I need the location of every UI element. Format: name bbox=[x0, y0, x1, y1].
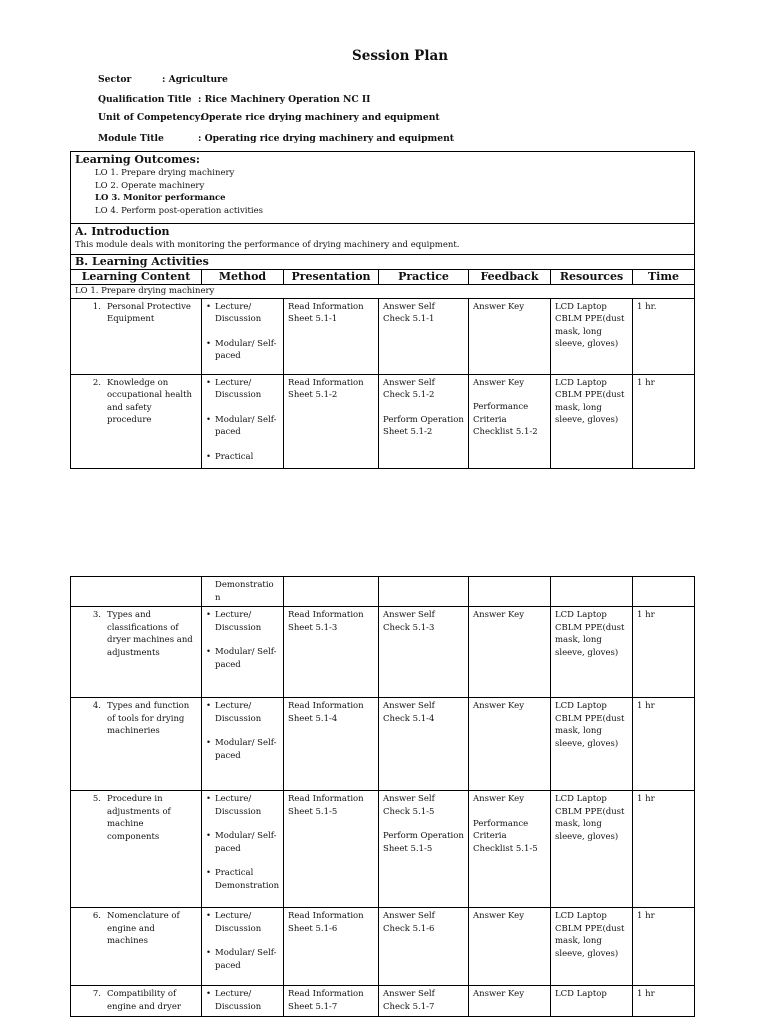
column-header-content: Learning Content bbox=[71, 269, 202, 285]
feedback-item: Answer Key bbox=[473, 377, 524, 388]
method-cell bbox=[202, 607, 284, 698]
practice-item: Answer Self Check 5.1-7 bbox=[383, 989, 435, 1012]
lo-row bbox=[71, 285, 695, 299]
meta-label: Unit of Competency: bbox=[98, 112, 204, 123]
learning-content-text: Knowledge on occupational health and safety procedure bbox=[107, 377, 193, 425]
feedback-item: Performance Criteria Checklist 5.1-2 bbox=[473, 402, 538, 437]
column-header-feedback: Feedback bbox=[469, 269, 551, 285]
learning-content-text: Types and classifications of dryer machines and adjustments bbox=[107, 610, 193, 658]
feedback-item: Answer Key bbox=[473, 911, 524, 921]
learning-outcomes-list bbox=[75, 167, 690, 217]
time-cell: 1 hr bbox=[633, 791, 695, 908]
learning-content-cell bbox=[71, 577, 202, 607]
method-list bbox=[206, 910, 279, 972]
column-header-time: Time bbox=[633, 269, 695, 285]
practice-item: Answer Self Check 5.1-4 bbox=[383, 701, 435, 724]
time-cell: 1 hr. bbox=[633, 298, 695, 374]
learning-content-text: Types and function of tools for drying machineries bbox=[107, 701, 190, 736]
presentation-cell: Read Information Sheet 5.1-2 bbox=[284, 374, 379, 468]
method-item: • Lecture/ Discussion bbox=[206, 700, 279, 725]
resources-cell: LCD Laptop CBLM PPE(dust mask, long sleeve, gloves) bbox=[551, 908, 633, 986]
method-list bbox=[206, 609, 279, 671]
resources-cell: LCD Laptop CBLM PPE(dust mask, long sleeve, gloves) bbox=[551, 374, 633, 468]
feedback-cell bbox=[469, 791, 551, 908]
method-list bbox=[206, 988, 279, 1013]
presentation-cell: Read Information Sheet 5.1-3 bbox=[284, 607, 379, 698]
method-item: • Lecture/ Discussion bbox=[206, 301, 279, 326]
feedback-item: Answer Key bbox=[473, 701, 524, 711]
practice-item: Perform Operation Sheet 5.1-5 bbox=[383, 831, 464, 854]
method-item: • Practical Demonstration bbox=[206, 867, 279, 892]
presentation-cell: Read Information Sheet 5.1-4 bbox=[284, 698, 379, 791]
meta-qualification bbox=[98, 94, 370, 105]
practice-cell bbox=[379, 791, 469, 908]
activities-heading-row bbox=[71, 254, 695, 269]
table-row bbox=[71, 698, 695, 791]
meta-value: : Rice Machinery Operation NC II bbox=[198, 94, 371, 105]
feedback-cell bbox=[469, 577, 551, 607]
row-number: 4. bbox=[92, 701, 101, 711]
resources-cell: LCD Laptop bbox=[551, 986, 633, 1017]
practice-cell bbox=[379, 374, 469, 468]
column-header-practice: Practice bbox=[379, 269, 469, 285]
time-cell: 1 hr bbox=[633, 698, 695, 791]
table-row bbox=[71, 298, 695, 374]
method-item: • Modular/ Self- paced bbox=[206, 414, 279, 439]
time-cell: 1 hr bbox=[633, 986, 695, 1017]
practice-item: Answer Self Check 5.1-3 bbox=[383, 610, 435, 633]
learning-outcomes-heading: Learning Outcomes: bbox=[75, 153, 200, 166]
presentation-cell: Read Information Sheet 5.1-7 bbox=[284, 986, 379, 1017]
method-item: • Modular/ Self- paced bbox=[206, 646, 279, 671]
learning-outcome-item: LO 4. Perform post-operation activities bbox=[95, 205, 264, 216]
method-item: • Practical bbox=[206, 451, 279, 464]
method-list bbox=[206, 377, 279, 464]
practice-cell bbox=[379, 298, 469, 374]
resources-cell: LCD Laptop CBLM PPE(dust mask, long sleeve, gloves) bbox=[551, 607, 633, 698]
learning-outcomes-cell bbox=[71, 152, 695, 224]
table-row bbox=[71, 607, 695, 698]
row-number: 2. bbox=[92, 377, 101, 388]
time-cell bbox=[633, 577, 695, 607]
practice-cell bbox=[379, 986, 469, 1017]
method-cell bbox=[202, 986, 284, 1017]
table-row bbox=[71, 374, 695, 468]
learning-content-cell bbox=[71, 791, 202, 908]
column-header-method: Method bbox=[202, 269, 284, 285]
resources-cell bbox=[551, 577, 633, 607]
meta-value: : Operating rice drying machinery and equipment bbox=[198, 133, 455, 144]
learning-content-cell bbox=[71, 374, 202, 468]
continuation-row bbox=[71, 577, 695, 607]
method-item: • Modular/ Self- paced bbox=[206, 338, 279, 363]
row-number: 7. bbox=[92, 989, 101, 999]
meta-label: Module Title bbox=[98, 133, 164, 144]
learning-content-text: Compatibility of engine and dryer bbox=[107, 989, 181, 1012]
method-item: • Lecture/ Discussion bbox=[206, 377, 279, 402]
meta-value: Operate rice drying machinery and equipment bbox=[201, 112, 440, 123]
practice-item: Answer Self Check 5.1-2 bbox=[383, 377, 435, 400]
method-cell bbox=[202, 298, 284, 374]
learning-outcome-item: LO 1. Prepare drying machinery bbox=[95, 168, 235, 178]
introduction-cell bbox=[71, 224, 695, 255]
feedback-item: Answer Key bbox=[473, 794, 524, 804]
page-title: Session Plan bbox=[351, 48, 449, 64]
method-list bbox=[206, 700, 279, 762]
resources-cell: LCD Laptop CBLM PPE(dust mask, long sleeve, gloves) bbox=[551, 791, 633, 908]
presentation-cell: Read Information Sheet 5.1-1 bbox=[284, 298, 379, 374]
presentation-cell: Read Information Sheet 5.1-6 bbox=[284, 908, 379, 986]
method-list bbox=[206, 301, 279, 363]
method-cell bbox=[202, 374, 284, 468]
method-item: • Lecture/ Discussion bbox=[206, 910, 279, 935]
feedback-cell bbox=[469, 698, 551, 791]
introduction-row bbox=[71, 224, 695, 255]
learning-content-cell bbox=[71, 607, 202, 698]
method-cell bbox=[202, 791, 284, 908]
practice-cell bbox=[379, 698, 469, 791]
feedback-cell bbox=[469, 986, 551, 1017]
method-continuation: Demonstration bbox=[202, 577, 284, 607]
learning-content-cell bbox=[71, 986, 202, 1017]
row-number: 1. bbox=[92, 301, 101, 312]
time-cell: 1 hr bbox=[633, 607, 695, 698]
row-number: 6. bbox=[92, 911, 101, 921]
table-row bbox=[71, 791, 695, 908]
meta-value: : Agriculture bbox=[162, 74, 228, 85]
method-item: • Modular/ Self- paced bbox=[206, 830, 279, 855]
presentation-cell: Read Information Sheet 5.1-5 bbox=[284, 791, 379, 908]
row-number: 5. bbox=[92, 794, 101, 804]
table-row bbox=[71, 908, 695, 986]
learning-content-cell bbox=[71, 298, 202, 374]
session-table-1 bbox=[70, 151, 695, 469]
practice-item: Answer Self Check 5.1-1 bbox=[383, 301, 435, 324]
learning-content-text: Personal Protective Equipment bbox=[107, 301, 191, 324]
feedback-cell bbox=[469, 374, 551, 468]
feedback-cell bbox=[469, 908, 551, 986]
feedback-item: Answer Key bbox=[473, 301, 524, 312]
learning-outcome-item: LO 2. Operate machinery bbox=[95, 180, 205, 191]
meta-sector bbox=[98, 74, 228, 85]
method-item: • Modular/ Self- paced bbox=[206, 737, 279, 762]
learning-content-text: Nomenclature of engine and machines bbox=[107, 911, 180, 946]
practice-item: Perform Operation Sheet 5.1-2 bbox=[383, 414, 464, 437]
feedback-cell bbox=[469, 298, 551, 374]
row-number: 3. bbox=[92, 610, 101, 620]
learning-content-cell bbox=[71, 908, 202, 986]
meta-label: Qualification Title bbox=[98, 94, 192, 105]
meta-label: Sector bbox=[98, 74, 132, 85]
resources-cell: LCD Laptop CBLM PPE(dust mask, long sleeve, gloves) bbox=[551, 298, 633, 374]
learning-content-cell bbox=[71, 698, 202, 791]
session-table-2 bbox=[70, 576, 695, 1017]
practice-item: Answer Self Check 5.1-6 bbox=[383, 911, 435, 934]
method-list bbox=[206, 793, 279, 892]
method-item: • Lecture/ Discussion bbox=[206, 988, 279, 1013]
practice-cell bbox=[379, 577, 469, 607]
feedback-item: Answer Key bbox=[473, 610, 524, 620]
method-cell bbox=[202, 908, 284, 986]
feedback-cell bbox=[469, 607, 551, 698]
learning-content-text: Procedure in adjustments of machine components bbox=[107, 794, 171, 842]
practice-item: Answer Self Check 5.1-5 bbox=[383, 794, 435, 817]
activities-heading: B. Learning Activities bbox=[75, 254, 209, 268]
lo-row-cell: LO 1. Prepare drying machinery bbox=[71, 285, 695, 299]
column-header-row bbox=[71, 269, 695, 285]
learning-outcomes-row bbox=[71, 152, 695, 224]
time-cell: 1 hr bbox=[633, 374, 695, 468]
feedback-item: Answer Key bbox=[473, 989, 524, 999]
introduction-heading: A. Introduction bbox=[75, 225, 170, 238]
column-header-presentation: Presentation bbox=[284, 269, 379, 285]
introduction-text: This module deals with monitoring the performance of drying machinery and equipment. bbox=[75, 240, 460, 250]
time-cell: 1 hr bbox=[633, 908, 695, 986]
practice-cell bbox=[379, 607, 469, 698]
feedback-item: Performance Criteria Checklist 5.1-5 bbox=[473, 818, 538, 854]
table-row bbox=[71, 986, 695, 1017]
activities-heading-cell bbox=[71, 254, 695, 269]
method-item: • Lecture/ Discussion bbox=[206, 609, 279, 634]
meta-competency bbox=[98, 112, 440, 123]
presentation-cell bbox=[284, 577, 379, 607]
column-header-resources: Resources bbox=[551, 269, 633, 285]
method-item: • Modular/ Self- paced bbox=[206, 947, 279, 972]
method-cell bbox=[202, 698, 284, 791]
practice-cell bbox=[379, 908, 469, 986]
resources-cell: LCD Laptop CBLM PPE(dust mask, long sleeve, gloves) bbox=[551, 698, 633, 791]
learning-outcome-item: LO 3. Monitor performance bbox=[95, 193, 226, 203]
method-item: • Lecture/ Discussion bbox=[206, 793, 279, 818]
meta-module bbox=[98, 133, 454, 144]
